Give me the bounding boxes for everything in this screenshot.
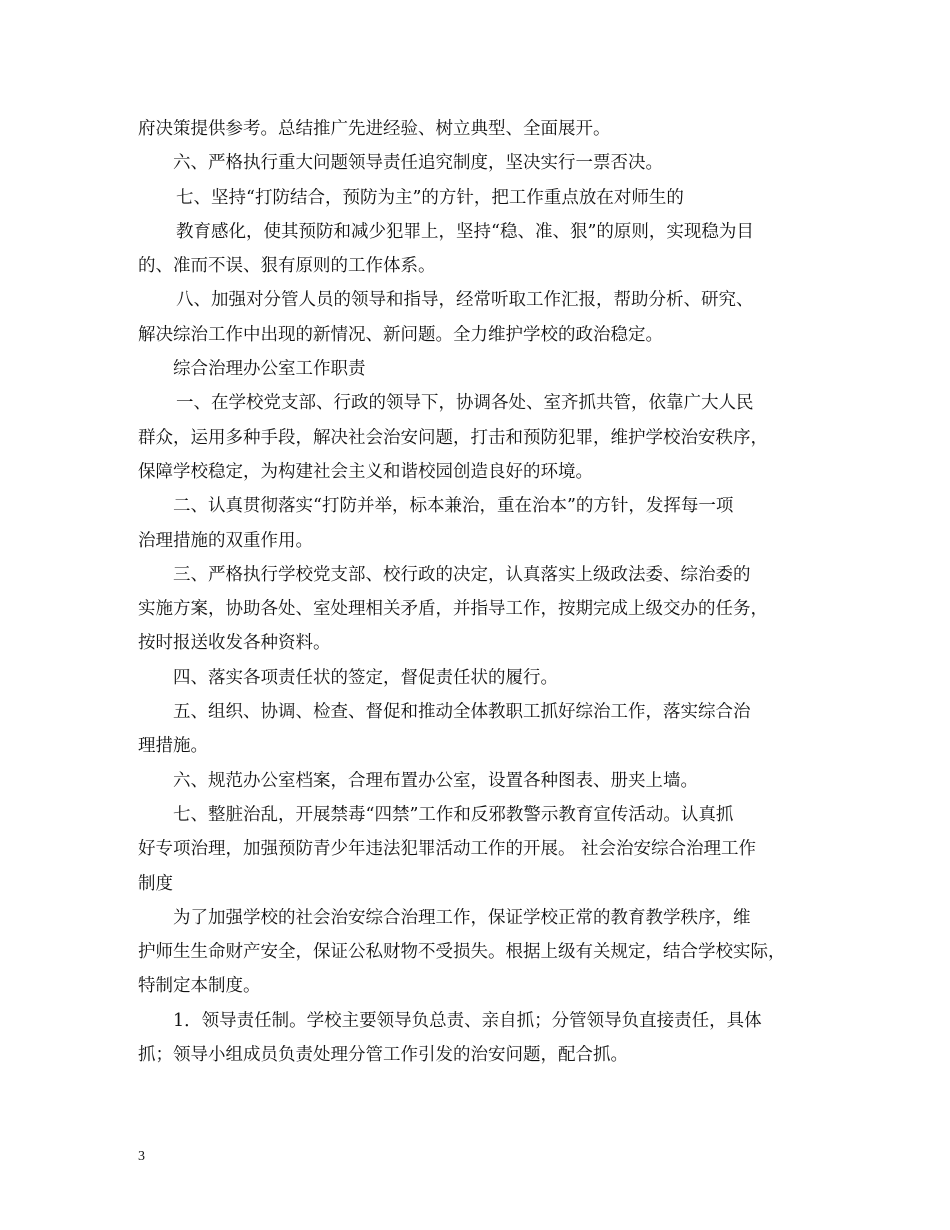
text-line: 护师生生命财产安全，保证公私财物不受损失。根据上级有关规定，结合学校实际， bbox=[138, 942, 786, 963]
text-line: 五、组织、协调、检查、督促和推动全体教职工抓好综治工作，落实综合治 bbox=[173, 702, 751, 723]
text-line: 为了加强学校的社会治安综合治理工作，保证学校正常的教育教学秩序，维 bbox=[173, 907, 751, 928]
text-line: 保障学校稳定，为构建社会主义和谐校园创造良好的环境。 bbox=[138, 461, 593, 482]
text-line: 六、规范办公室档案，合理布置办公室，设置各种图表、册夹上墙。 bbox=[173, 770, 698, 791]
page-number: 3 bbox=[138, 1149, 145, 1164]
text-line: 解决综治工作中出现的新情况、新问题。全力维护学校的政治稳定。 bbox=[138, 324, 663, 345]
section-heading: 综合治理办公室工作职责 bbox=[173, 359, 366, 380]
text-line: 三、严格执行学校党支部、校行政的决定，认真落实上级政法委、综治委的 bbox=[173, 564, 751, 585]
text-line: 特制定本制度。 bbox=[138, 976, 261, 997]
text-line: 抓；领导小组成员负责处理分管工作引发的治安问题，配合抓。 bbox=[138, 1045, 628, 1066]
text-line: 的、准而不误、狠有原则的工作体系。 bbox=[138, 256, 436, 277]
text-line: 二、认真贯彻落实“打防并举，标本兼治，重在治本”的方针，发挥每一项 bbox=[173, 496, 734, 517]
text-line: 四、落实各项责任状的签定，督促责任状的履行。 bbox=[173, 667, 558, 688]
text-line: 1．领导责任制。学校主要领导负总责、亲自抓；分管领导负直接责任，具体 bbox=[173, 1010, 762, 1031]
text-line: 实施方案，协助各处、室处理相关矛盾，并指导工作，按期完成上级交办的任务， bbox=[138, 599, 768, 620]
text-line: 七、整脏治乱，开展禁毒“四禁”工作和反邪教警示教育宣传活动。认真抓 bbox=[173, 804, 734, 825]
text-line: 一、在学校党支部、行政的领导下，协调各处、室齐抓共管，依靠广大人民 bbox=[176, 393, 754, 414]
text-line: 好专项治理，加强预防青少年违法犯罪活动工作的开展。 社会治安综合治理工作 bbox=[138, 839, 757, 860]
text-line: 治理措施的双重作用。 bbox=[138, 530, 313, 551]
text-line: 群众，运用多种手段，解决社会治安问题，打击和预防犯罪，维护学校治安秩序， bbox=[138, 427, 768, 448]
text-line: 制度 bbox=[138, 873, 173, 894]
text-line: 六、严格执行重大问题领导责任追究制度，坚决实行一票否决。 bbox=[173, 153, 663, 174]
document-body bbox=[138, 112, 818, 1072]
text-line: 七、坚持“打防结合，预防为主”的方针，把工作重点放在对师生的 bbox=[176, 187, 684, 208]
text-line: 教育感化，使其预防和减少犯罪上，坚持“稳、准、狠”的原则，实现稳为目 bbox=[176, 221, 754, 242]
text-line: 府决策提供参考。总结推广先进经验、树立典型、全面展开。 bbox=[138, 119, 611, 139]
text-line: 理措施。 bbox=[138, 736, 208, 757]
text-line: 八、加强对分管人员的领导和指导，经常听取工作汇报，帮助分析、研究、 bbox=[176, 290, 754, 311]
text-line: 按时报送收发各种资料。 bbox=[138, 633, 331, 654]
